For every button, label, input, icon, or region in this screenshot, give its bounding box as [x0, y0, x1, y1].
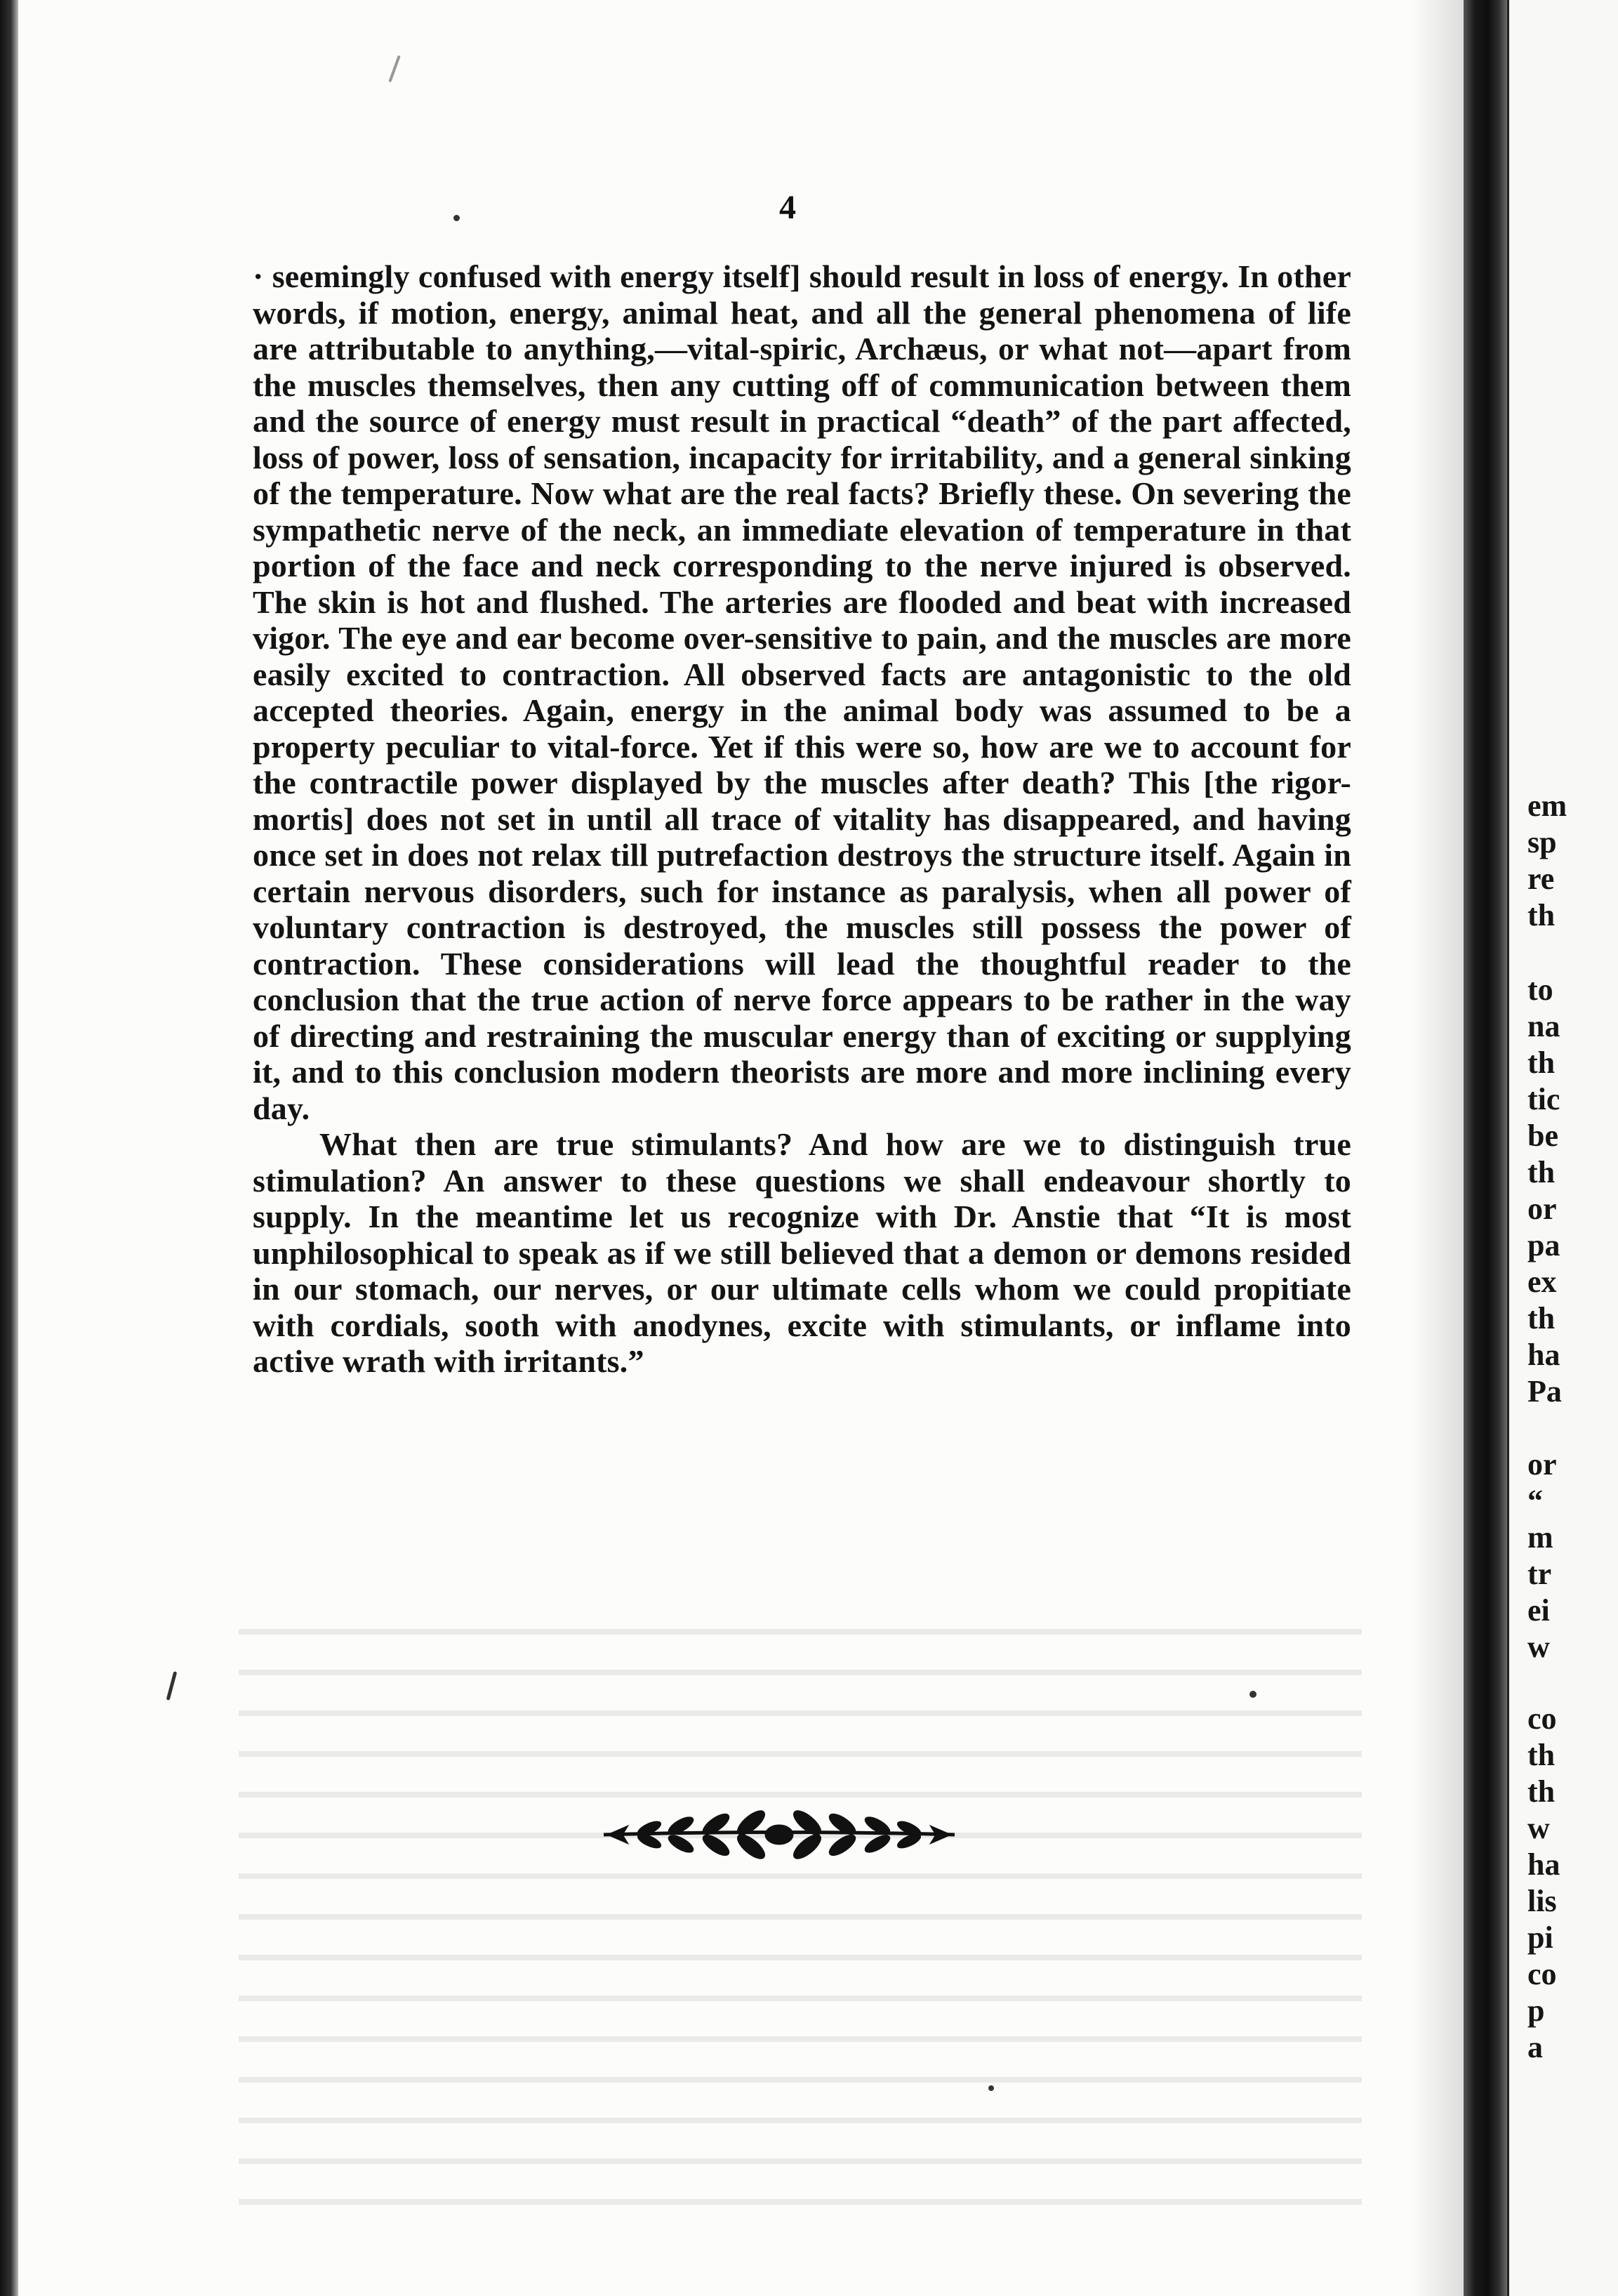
- scan-left-edge: [0, 0, 18, 2296]
- facing-fragment: tic: [1527, 1082, 1560, 1116]
- facing-fragment: ha: [1527, 1338, 1560, 1372]
- facing-fragment: th: [1527, 1774, 1556, 1809]
- facing-fragment: na: [1527, 1009, 1560, 1043]
- facing-fragment: tr: [1527, 1557, 1552, 1591]
- facing-fragment: pi: [1527, 1920, 1553, 1955]
- facing-fragment: to: [1527, 972, 1553, 1007]
- facing-fragment: re: [1527, 862, 1555, 896]
- facing-fragment: Pa: [1527, 1374, 1562, 1408]
- facing-fragment: be: [1527, 1119, 1558, 1153]
- facing-fragment: ei: [1527, 1593, 1550, 1628]
- paragraph-2: What then are true stimulants? And how are we to distinguish true stimulation? An answer to these questions we shall endeavour shortly to supply. In the meantime let us recognize with Dr. Anstie that “It is most unphilosophical to speak as if we still believed that a demon or demons resided in our stomach, our nerves, or our ultimate cells whom we could propitiate with cordials, sooth with anodynes, excite with stimulants, or inflame into active wrath with irritants.”: [253, 1126, 1351, 1379]
- bleed-through-texture: [239, 1608, 1362, 2240]
- facing-fragment: w: [1527, 1630, 1550, 1664]
- facing-fragment: th: [1527, 1155, 1556, 1189]
- facing-fragment: m: [1527, 1520, 1553, 1555]
- facing-fragment: th: [1527, 1045, 1556, 1080]
- scan-mark: [166, 1671, 178, 1701]
- facing-fragment: ex: [1527, 1265, 1557, 1299]
- paragraph-1: · seemingly confused with energy itself] should result in loss of energy. In other words, if motion, energy, animal heat, and all the general phenomena of life are attributable to anything,—vital-spiric, Archæus, or what not—apart from the muscles themselves, then any cutting off of communication between them and the source of energy must result in practical “death” of the part affected, loss of power, loss of sensation, incapacity for irritability, and a general sinking of the temperature. Now what are the real facts? Briefly these. On severing the sympathetic nerve of the neck, an immediate elevation of temperature in that portion of the face and neck corresponding to the nerve injured is observed. The skin is hot and flushed. The arteries are flooded and beat with increased vigor. The eye and ear become over-sensitive to pain, and the muscles are more easily excited to contraction. All observed facts are antagonistic to the old accepted theories. Again, energy in the animal body was assumed to be a property peculiar to vital-force. Yet if this were so, how are we to account for the contractile power displayed by the muscles after death? This [the rigor-mortis] does not set in until all trace of vitality has disappeared, and having once set in does not relax till putrefaction destroys the structure itself. Again in certain nervous disorders, such for instance as paralysis, when all power of voluntary contraction is destroyed, the muscles still possess the power of contraction. These considerations will lead the thoughtful reader to the conclusion that the true action of nerve force appears to be rather in the way of directing and restraining the muscular energy than of exciting or supplying it, and to this conclusion modern theorists are more and more inclining every day.: [253, 258, 1351, 1126]
- facing-fragment: w: [1527, 1811, 1550, 1845]
- facing-page: [1507, 0, 1618, 2296]
- facing-fragment: co: [1527, 1701, 1557, 1736]
- facing-fragment: th: [1527, 1301, 1556, 1335]
- facing-fragment: th: [1527, 898, 1556, 932]
- facing-fragment: co: [1527, 1957, 1557, 1991]
- facing-fragment: sp: [1527, 825, 1557, 859]
- facing-fragment: th: [1527, 1738, 1556, 1772]
- facing-fragment: or: [1527, 1192, 1557, 1226]
- book-gutter: [1464, 0, 1507, 2296]
- body-text: [253, 258, 1351, 1380]
- scan-mark: [388, 55, 400, 83]
- facing-fragment: p: [1527, 1993, 1545, 2028]
- facing-fragment: em: [1527, 789, 1567, 823]
- scan-speck: [1249, 1691, 1256, 1698]
- facing-fragment: “: [1527, 1484, 1543, 1518]
- facing-fragment: a: [1527, 2030, 1543, 2064]
- facing-fragment: or: [1527, 1447, 1557, 1482]
- leaf-ornament: [600, 1810, 958, 1859]
- facing-fragment: ha: [1527, 1847, 1560, 1882]
- page-number: 4: [779, 189, 796, 226]
- facing-fragment: pa: [1527, 1228, 1560, 1262]
- scan-speck: [988, 2085, 994, 2091]
- scan-speck: [453, 215, 460, 221]
- facing-fragment: lis: [1527, 1884, 1557, 1918]
- gutter-shadow: [1411, 0, 1464, 2296]
